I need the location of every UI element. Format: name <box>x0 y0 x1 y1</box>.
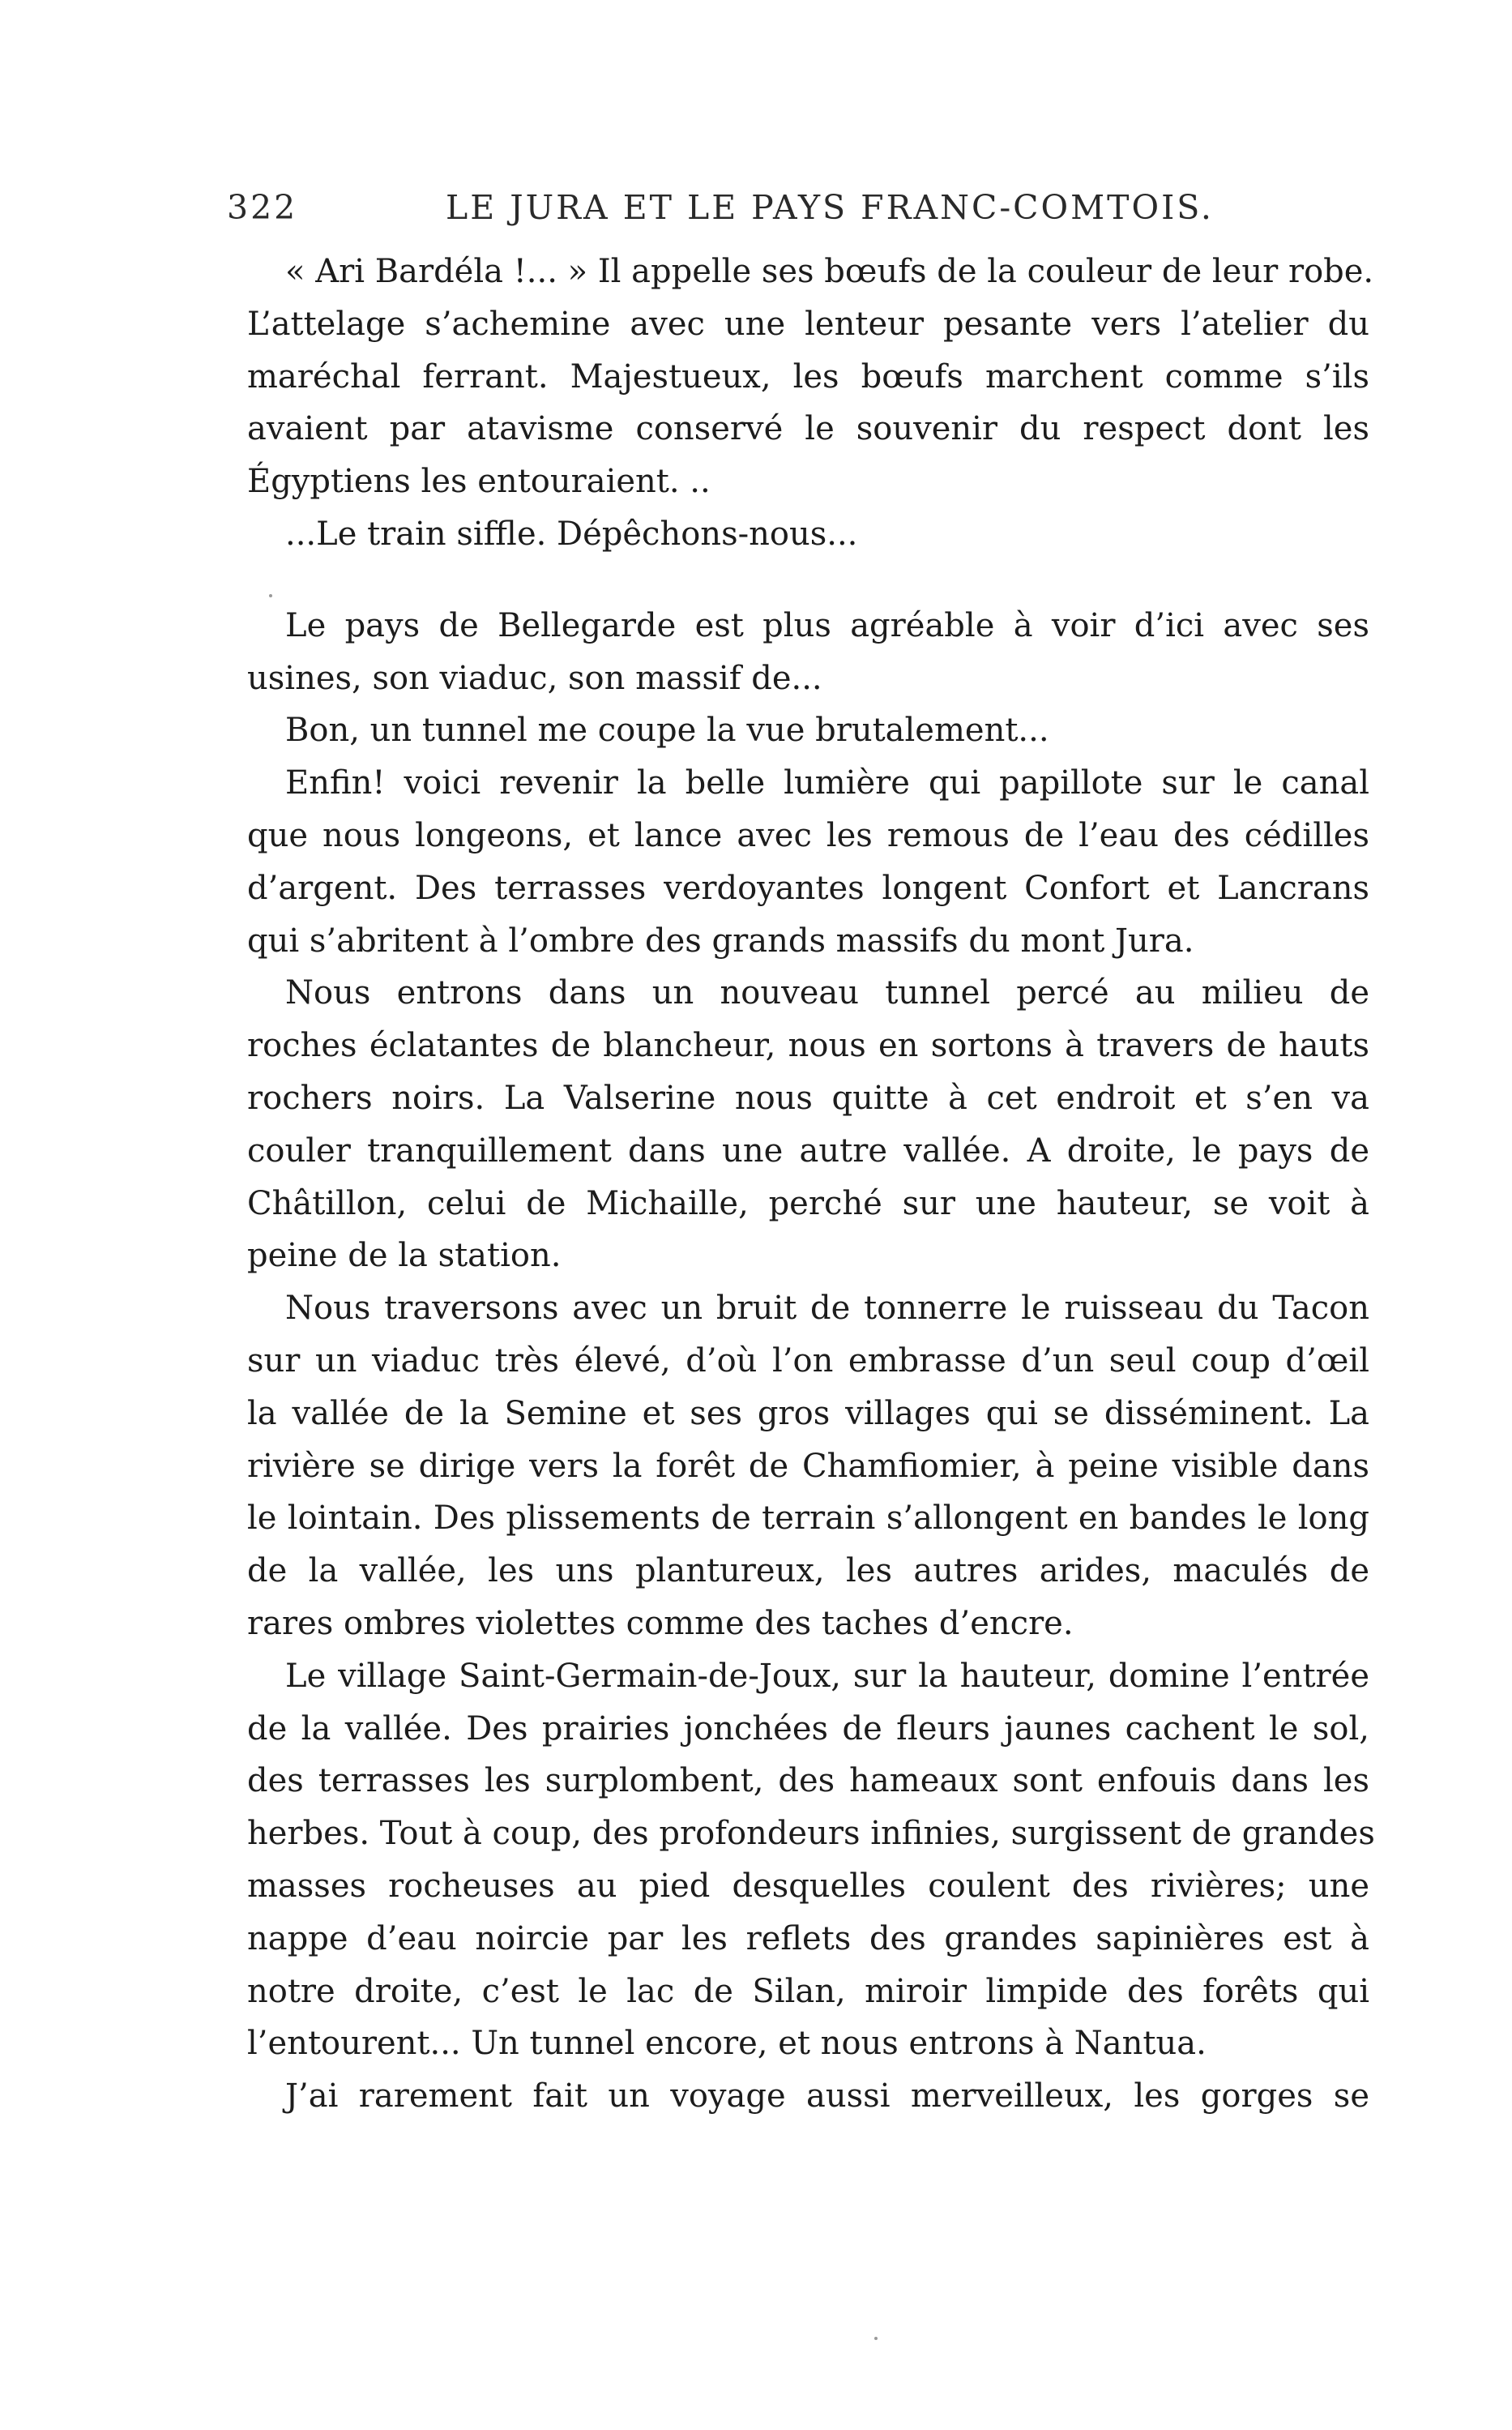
page-number: 322 <box>227 188 298 227</box>
text-line: Égyptiens les entouraient. .. <box>247 463 711 501</box>
text-line: Châtillon, celui de Michaille, perché sur une hauteur, se voit à <box>247 1184 1369 1222</box>
text-line: la vallée de la Semine et ses gros villages qui se disséminent. La <box>247 1394 1369 1432</box>
paragraph <box>247 1282 1369 1650</box>
text-line: que nous longeons, et lance avec les remous de l’eau des cédilles <box>247 816 1369 854</box>
paragraph <box>247 246 1374 508</box>
text-line: de la vallée. Des prairies jonchées de fleurs jaunes cachent le sol, <box>247 1709 1369 1748</box>
text-line: Le pays de Bellegarde est plus agréable à voir d’ici avec ses <box>285 606 1369 644</box>
text-line: J’ai rarement fait un voyage aussi merveilleux, les gorges se <box>285 2077 1369 2116</box>
paragraph <box>247 600 1369 705</box>
text-line: de la vallée, les uns plantureux, les autres arides, maculés de <box>247 1552 1369 1590</box>
text-line: L’attelage s’achemine avec une lenteur pesante vers l’atelier du <box>247 305 1369 343</box>
text-line: rares ombres violettes comme des taches d’encre. <box>247 1604 1074 1642</box>
running-head <box>227 188 1341 237</box>
text-line: Nous entrons dans un nouveau tunnel percé au milieu de <box>285 974 1369 1012</box>
text-line: Nous traversons avec un bruit de tonnerre le ruisseau du Tacon <box>285 1290 1369 1328</box>
text-line: rivière se dirige vers la forêt de Chamfiomier, à peine visible dans <box>247 1447 1369 1485</box>
text-line: usines, son viaduc, son massif de... <box>247 659 822 697</box>
text-line: Bon, un tunnel me coupe la vue brutalement... <box>285 712 1049 750</box>
text-line: notre droite, c’est le lac de Silan, miroir limpide des forêts qui <box>247 1972 1369 2010</box>
body-text <box>247 246 1375 2123</box>
text-line: d’argent. Des terrasses verdoyantes longent Confort et Lancrans <box>247 869 1369 907</box>
paragraph <box>247 704 1369 757</box>
text-line: couler tranquillement dans une autre vallée. A droite, le pays de <box>247 1132 1369 1170</box>
text-line: ...Le train siffle. Dépêchons-nous... <box>285 515 858 553</box>
text-line: Enfin! voici revenir la belle lumière qui papillote sur le canal <box>285 764 1369 802</box>
paragraph <box>247 757 1369 967</box>
text-line: herbes. Tout à coup, des profondeurs infinies, surgissent de grandes <box>247 1815 1375 1853</box>
text-line: roches éclatantes de blancheur, nous en sortons à travers de hauts <box>247 1027 1369 1065</box>
text-line: Le village Saint-Germain-de-Joux, sur la hauteur, domine l’entrée <box>285 1657 1369 1695</box>
text-line: peine de la station. <box>247 1237 562 1275</box>
paragraph <box>247 508 1369 561</box>
ink-speck <box>269 594 272 597</box>
paragraph <box>247 2070 1369 2123</box>
running-title: LE JURA ET LE PAYS FRANC-COMTOIS. <box>446 188 1214 227</box>
section-break <box>247 561 1369 600</box>
text-line: avaient par atavisme conservé le souvenir du respect dont les <box>247 410 1369 448</box>
ink-speck <box>874 2337 878 2340</box>
text-line: qui s’abritent à l’ombre des grands massifs du mont Jura. <box>247 922 1194 960</box>
text-line: le lointain. Des plissements de terrain s’allongent en bandes le long <box>247 1499 1369 1538</box>
text-line: masses rocheuses au pied desquelles coulent des rivières; une <box>247 1867 1369 1905</box>
paragraph <box>247 1650 1375 2070</box>
text-line: sur un viaduc très élevé, d’où l’on embrasse d’un seul coup d’œil <box>247 1341 1369 1380</box>
text-line: « Ari Bardéla !... » Il appelle ses bœufs de la couleur de leur robe. <box>285 253 1374 290</box>
text-line: maréchal ferrant. Majestueux, les bœufs marchent comme s’ils <box>247 357 1369 396</box>
text-line: l’entourent... Un tunnel encore, et nous entrons à Nantua. <box>247 2025 1207 2063</box>
text-line: des terrasses les surplombent, des hameaux sont enfouis dans les <box>247 1762 1369 1800</box>
text-line: rochers noirs. La Valserine nous quitte à cet endroit et s’en va <box>247 1079 1369 1117</box>
paragraph <box>247 967 1369 1282</box>
text-line: nappe d’eau noircie par les reflets des grandes sapinières est à <box>247 1919 1369 1957</box>
